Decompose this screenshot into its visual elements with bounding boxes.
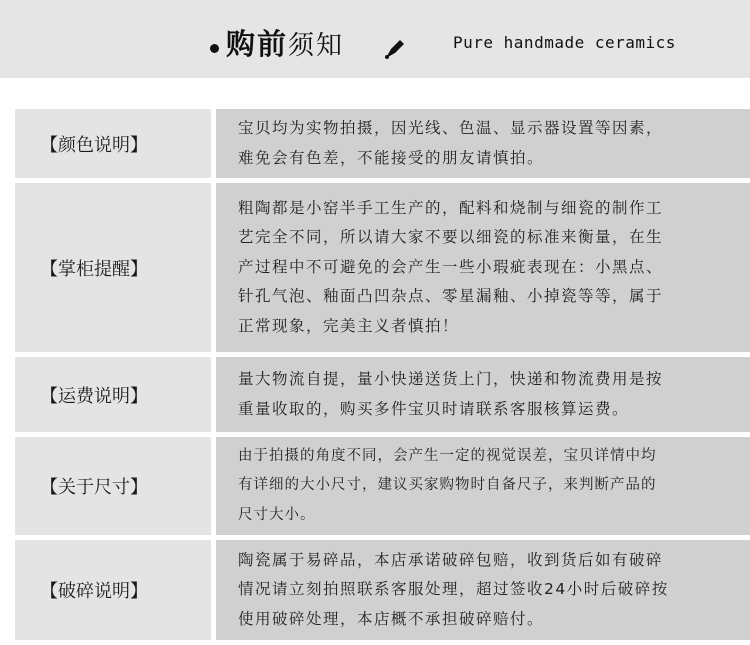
row-text-cell [216,109,750,178]
row-label: 【颜色说明】 [40,134,148,156]
text-line: 宝贝均为实物拍摄，因光线、色温、显示器设置等因素， [238,119,664,137]
title-bold: 购前 [226,27,289,61]
text-line: 有详细的大小尺寸，建议买家购物时自备尺子，来判断产品的 [238,477,657,494]
row-label: 【破碎说明】 [40,581,148,602]
row-label-cell [15,437,211,535]
text-line: 正常现象，完美主义者慎拍！ [238,316,460,335]
row-text-cell [216,540,750,640]
text-line: 尺寸大小。 [238,506,316,523]
text-line: 产过程中不可避免的会产生一些小瑕疵表现在：小黑点、 [238,257,664,276]
row-text-cell [216,357,750,432]
header-banner [0,0,750,78]
table-row [15,357,750,432]
row-label-cell [15,183,211,352]
text-line: 陶瓷属于易碎品，本店承诺破碎包赔，收到货后如有破碎 [238,550,664,569]
text-line: 粗陶都是小窑半手工生产的，配料和烧制与细瓷的制作工 [238,198,664,217]
row-text [216,546,673,635]
row-text [216,194,667,342]
row-label-cell [15,109,211,178]
text-line: 针孔气泡、釉面凸凹杂点、零星漏釉、小掉瓷等等，属于 [238,287,664,306]
row-label: 【运费说明】 [40,385,148,407]
row-text [216,114,667,173]
table-row [15,183,750,352]
row-text-cell [216,183,750,352]
table-row [15,437,750,535]
row-label: 【掌柜提醒】 [40,258,148,280]
table-row [15,109,750,178]
bullet-dot-icon [210,44,219,53]
row-label: 【关于尺寸】 [40,477,148,498]
text-line: 难免会有色差，不能接受的朋友请慎拍。 [238,148,545,167]
row-text [216,365,667,424]
row-label-cell [15,357,211,432]
text-line: 由于拍摄的角度不同，会产生一定的视觉误差，宝贝详情中均 [238,447,657,464]
text-line: 情况请立刻拍照联系客服处理，超过签收24小时后破碎按 [238,580,669,599]
row-text [216,442,661,531]
text-line: 使用破碎处理，本店概不承担破碎赔付。 [238,609,545,628]
page-title [226,22,344,63]
title-light: 须知 [288,31,345,61]
row-label-cell [15,540,211,640]
row-text-cell [216,437,750,535]
page-subtitle: Pure handmade ceramics [453,33,676,52]
pen-nib-icon [384,38,406,60]
text-line: 艺完全不同，所以请大家不要以细瓷的标准来衡量，在生 [238,228,664,247]
table-row [15,540,750,640]
text-line: 重量收取的，购买多件宝贝时请联系客服核算运费。 [238,399,630,418]
text-line: 量大物流自提，量小快递送货上门，快递和物流费用是按 [238,370,664,388]
notice-table [15,109,750,640]
